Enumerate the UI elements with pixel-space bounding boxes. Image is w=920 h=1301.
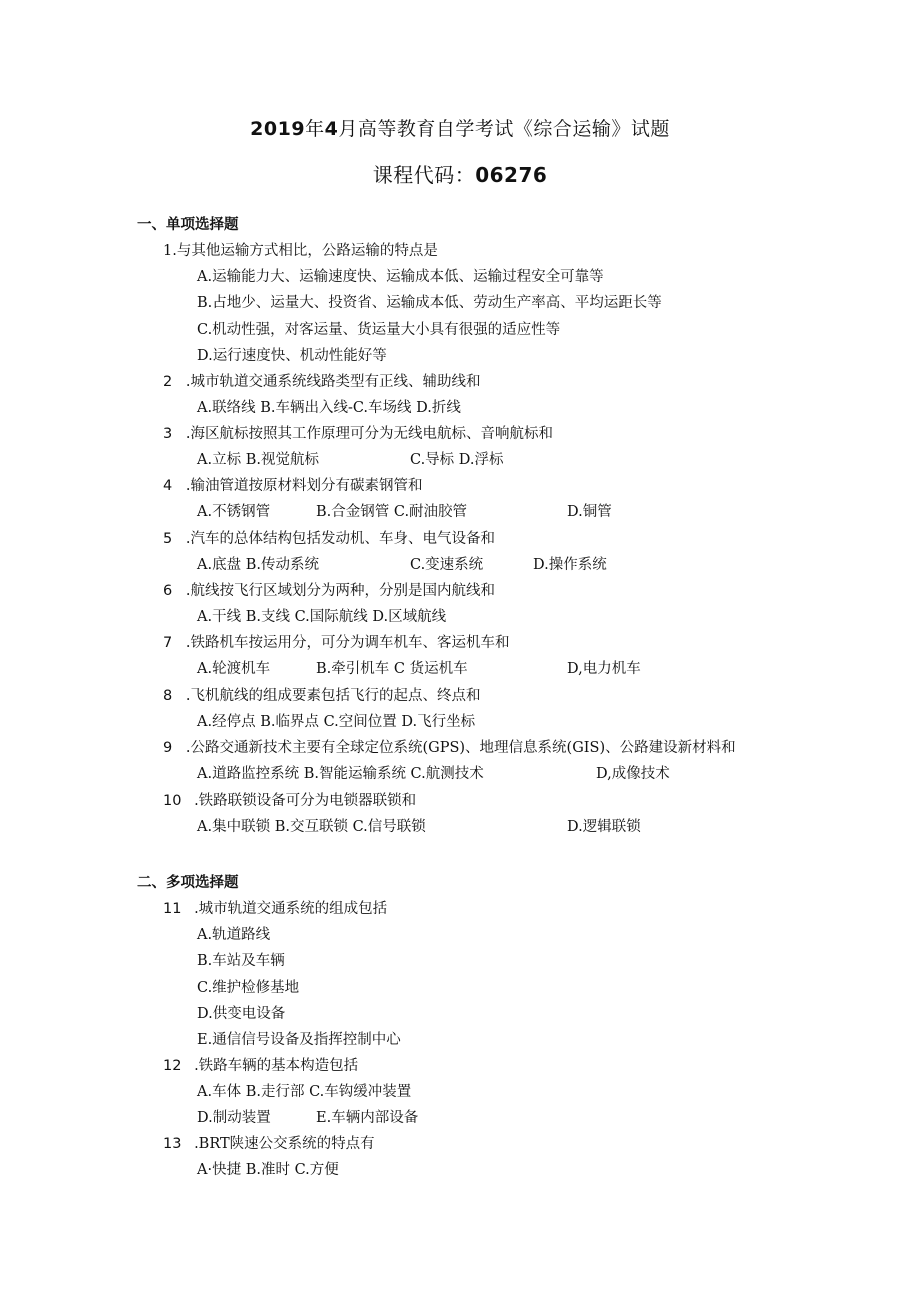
q4-options-bc: B.合金钢管 C.耐油胶管 (316, 504, 468, 520)
question-7 (163, 631, 509, 652)
course-code-value: 06276 (475, 163, 548, 187)
question-number: 13 (163, 1136, 182, 1152)
q5-options (197, 553, 607, 574)
q1-option-a: A.运输能力大、运输速度快、运输成本低、运输过程安全可靠等 (197, 269, 604, 285)
q7-option-a: A.轮渡机车 (197, 661, 271, 677)
title-month: 4 (324, 118, 339, 140)
q11-option-d: D.供变电设备 (197, 1006, 286, 1022)
q1-option-b: B.占地少、运量大、投资省、运输成本低、劳动生产率高、平均运距长等 (197, 295, 662, 311)
q7-options (197, 657, 641, 678)
q9-options (197, 762, 670, 783)
course-code (0, 159, 920, 188)
q5-options-ab: A.底盘 B.传动系统 (197, 557, 319, 573)
question-5 (163, 527, 495, 548)
question-text: .城市轨道交通系统的组成包括 (194, 901, 388, 917)
question-text: .飞机航线的组成要素包括飞行的起点、终点和 (185, 688, 481, 704)
course-code-label: 课程代码： (372, 163, 476, 187)
question-9 (163, 736, 736, 757)
question-6 (163, 579, 495, 600)
question-number: 8 (163, 688, 173, 704)
section-heading-single-choice: 一、单项选择题 (137, 217, 239, 233)
question-3 (163, 422, 553, 443)
q3-options-ab: A.立标 B.视觉航标 (197, 452, 319, 468)
q12-option-d: D.制动装置 (197, 1110, 271, 1126)
question-text: .铁路机车按运用分，可分为调车机车、客运机车和 (185, 635, 510, 651)
question-number: 7 (163, 635, 173, 651)
q7-options-bc: B.牵引机车 C 货运机车 (316, 661, 468, 677)
title-rest: 月高等教育自学考试《综合运输》试题 (338, 118, 670, 140)
question-number: 10 (163, 793, 182, 809)
q11-option-e: E.通信信号设备及指挥控制中心 (197, 1032, 401, 1048)
question-13 (163, 1132, 375, 1153)
question-number: 2 (163, 374, 173, 390)
question-number: 12 (163, 1058, 182, 1074)
q1-option-d: D.运行速度快、机动性能好等 (197, 348, 387, 364)
question-11 (163, 897, 387, 918)
q11-option-a: A.轨道路线 (197, 927, 271, 943)
question-text: .城市轨道交通系统线路类型有正线、辅助线和 (185, 374, 481, 390)
q5-option-c: C.变速系统 (410, 557, 484, 573)
q10-options-abc: A.集中联锁 B.交互联锁 C.信号联锁 (197, 819, 426, 835)
question-text: .海区航标按照其工作原理可分为无线电航标、音响航标和 (185, 426, 553, 442)
q12-option-e: E.车辆内部设备 (316, 1110, 419, 1126)
section-heading-multiple-choice: 二、多项选择题 (137, 875, 239, 891)
question-text: .汽车的总体结构包括发动机、车身、电气设备和 (185, 531, 495, 547)
question-text: .航线按飞行区域划分为两种，分别是国内航线和 (185, 583, 495, 599)
title-year-suffix: 年 (305, 118, 325, 140)
q8-options: A.经停点 B.临界点 C.空间位置 D.飞行坐标 (197, 714, 476, 730)
question-text: .公路交通新技术主要有全球定位系统(GPS)、地理信息系统(GIS)、公路建设新材料和 (185, 740, 736, 756)
question-text: .输油管道按原材料划分有碳素钢管和 (185, 478, 423, 494)
question-number: 9 (163, 740, 173, 756)
question-10 (163, 789, 416, 810)
q9-option-d: D,成像技术 (596, 766, 670, 782)
q7-option-d: D,电力机车 (567, 661, 641, 677)
q4-option-d: D.铜管 (567, 504, 612, 520)
q12-options-abc: A.车体 B.走行部 C.车钩缓冲装置 (197, 1084, 412, 1100)
q11-option-b: B.车站及车辆 (197, 953, 285, 969)
question-text: .BRT陕速公交系统的特点有 (194, 1136, 375, 1152)
question-number: 6 (163, 583, 173, 599)
q9-options-abc: A.道路监控系统 B.智能运输系统 C.航测技术 (197, 766, 484, 782)
q2-options: A.联络线 B.车辆出入线-C.车场线 D.折线 (197, 400, 461, 416)
q4-option-a: A.不锈钢管 (197, 504, 271, 520)
question-number: 4 (163, 478, 173, 494)
q12-options-de (197, 1106, 418, 1127)
q10-options (197, 815, 641, 836)
question-12 (163, 1054, 358, 1075)
question-number: 5 (163, 531, 173, 547)
question-number: 11 (163, 901, 182, 917)
question-8 (163, 684, 480, 705)
q11-option-c: C.维护检修基地 (197, 980, 300, 996)
title-year: 2019 (250, 118, 306, 140)
q5-option-d: D.操作系统 (533, 557, 607, 573)
question-1: 1.与其他运输方式相比，公路运输的特点是 (163, 243, 438, 259)
q1-option-c: C.机动性强，对客运量、货运量大小具有很强的适应性等 (197, 322, 561, 338)
q6-options: A.干线 B.支线 C.国际航线 D.区域航线 (197, 609, 447, 625)
question-4 (163, 474, 422, 495)
q3-options-cd: C.导标 D.浮标 (410, 452, 504, 468)
question-text: .铁路联锁设备可分为电锁器联锁和 (194, 793, 417, 809)
question-2 (163, 370, 480, 391)
question-number: 3 (163, 426, 173, 442)
q3-options (197, 448, 504, 469)
question-text: .铁路车辆的基本构造包括 (194, 1058, 359, 1074)
q10-option-d: D.逻辑联锁 (567, 819, 641, 835)
document-title (0, 114, 920, 141)
q4-options (197, 500, 612, 521)
q13-options: A·快捷 B.准时 C.方便 (197, 1162, 339, 1178)
